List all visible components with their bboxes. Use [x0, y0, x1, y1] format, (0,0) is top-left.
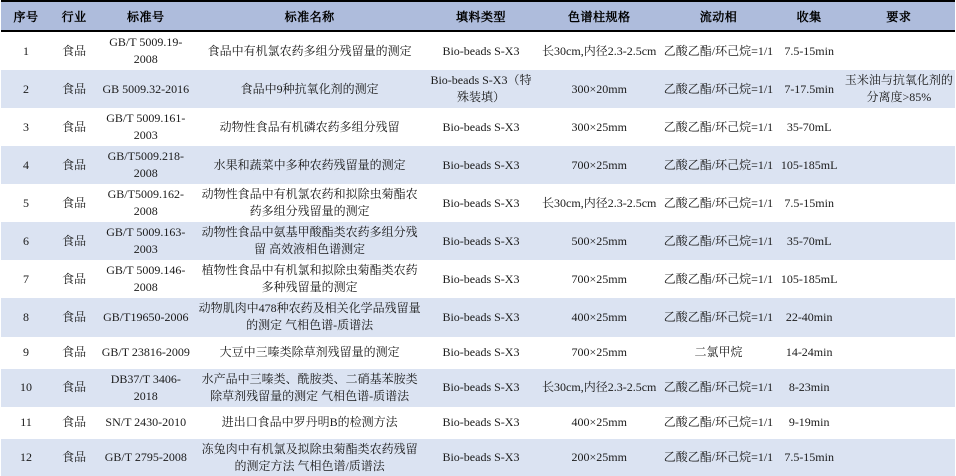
- cell-collection: 7.5-15min: [784, 43, 834, 58]
- cell-packing-type: Bio-beads S-X3: [442, 233, 520, 248]
- cell-packing-type: Bio-beads S-X3: [442, 271, 520, 286]
- cell-column-spec: 400×25mm: [571, 415, 627, 430]
- cell-standard-name: 冻兔肉中有机氯及拟除虫菊酯类农药残留的测定方法 气相色谱/质谱法: [201, 441, 418, 473]
- cell-collection: 35-70mL: [786, 119, 832, 134]
- cell-standard-name: 动物性食品有机磷农药多组分残留: [219, 119, 400, 134]
- cell-index: 7: [23, 271, 30, 286]
- cell-industry: 食品: [62, 450, 87, 465]
- cell-mobile-phase: 乙酸乙酯/环己烷=1/1: [663, 119, 774, 134]
- cell-industry: 食品: [62, 344, 87, 359]
- table-header: [1, 1, 955, 31]
- cell-packing-type: Bio-beads S-X3: [442, 380, 520, 395]
- cell-industry: 食品: [62, 415, 87, 430]
- cell-requirement: [843, 222, 955, 260]
- cell-mobile-phase: 二氯甲烷: [694, 344, 743, 359]
- cell-standard-name: 进出口食品中罗丹明B的检测方法: [221, 415, 398, 430]
- cell-packing-type: Bio-beads S-X3: [442, 415, 520, 430]
- table-row: [1, 369, 955, 407]
- cell-requirement: [843, 31, 955, 70]
- cell-standard-no: DB37/T 3406-2018: [110, 371, 181, 403]
- cell-industry: 食品: [62, 43, 87, 58]
- cell-collection: 22-40min: [785, 309, 833, 324]
- header-row: [1, 1, 955, 31]
- cell-index: 2: [23, 81, 30, 96]
- cell-column-spec: 300×20mm: [571, 81, 627, 96]
- cell-requirement: 玉米油与抗氧化剂的分离度>85%: [844, 73, 953, 105]
- cell-index: 12: [20, 450, 33, 465]
- column-header-requirement: 要求: [886, 9, 912, 24]
- cell-packing-type: Bio-beads S-X3: [442, 344, 520, 359]
- cell-requirement: [843, 369, 955, 407]
- cell-column-spec: 长30cm,内径2.3-2.5cm: [542, 380, 657, 395]
- table-row: [1, 439, 955, 476]
- cell-standard-no: GB/T 5009.161-2003: [106, 111, 186, 143]
- cell-packing-type: Bio-beads S-X3: [442, 157, 520, 172]
- column-header-collection: 收集: [796, 9, 822, 24]
- cell-mobile-phase: 乙酸乙酯/环己烷=1/1: [663, 415, 774, 430]
- cell-standard-no: GB/T 5009.19-2008: [109, 35, 183, 67]
- cell-column-spec: 200×25mm: [571, 450, 627, 465]
- cell-requirement: [843, 439, 955, 476]
- table-row: [1, 108, 955, 146]
- cell-collection: 35-70mL: [786, 233, 832, 248]
- column-header-standard-name: 标准名称: [284, 9, 335, 24]
- column-header-index: 序号: [13, 9, 39, 24]
- cell-standard-no: GB 5009.32-2016: [102, 81, 190, 96]
- table-row: [1, 298, 955, 336]
- table-row: [1, 337, 955, 369]
- cell-requirement: [843, 108, 955, 146]
- cell-column-spec: 700×25mm: [571, 157, 627, 172]
- cell-standard-name: 动物性食品中氨基甲酸酯类农药多组分残留 高效液相色谱测定: [201, 225, 418, 257]
- cell-column-spec: 400×25mm: [571, 309, 627, 324]
- cell-mobile-phase: 乙酸乙酯/环己烷=1/1: [663, 157, 774, 172]
- cell-requirement: [843, 407, 955, 439]
- cell-mobile-phase: 乙酸乙酯/环己烷=1/1: [663, 43, 774, 58]
- cell-index: 4: [23, 157, 30, 172]
- cell-mobile-phase: 乙酸乙酯/环己烷=1/1: [663, 195, 774, 210]
- cell-industry: 食品: [62, 271, 87, 286]
- cell-index: 3: [23, 119, 30, 134]
- cell-mobile-phase: 乙酸乙酯/环己烷=1/1: [663, 309, 774, 324]
- cell-standard-name: 食品中9种抗氧化剂的测定: [240, 81, 379, 96]
- cell-column-spec: 长30cm,内径2.3-2.5cm: [542, 43, 657, 58]
- cell-column-spec: 700×25mm: [571, 344, 627, 359]
- cell-standard-name: 水产品中三嗪类、酰胺类、二硝基苯胺类除草剂残留量的测定 气相色谱-质谱法: [201, 371, 418, 403]
- cell-standard-name: 水果和蔬菜中多种农药残留量的测定: [213, 157, 406, 172]
- cell-column-spec: 500×25mm: [571, 233, 627, 248]
- cell-standard-no: GB/T 5009.163-2003: [106, 225, 186, 257]
- cell-standard-no: GB/T 5009.146-2008: [106, 263, 186, 295]
- cell-mobile-phase: 乙酸乙酯/环己烷=1/1: [663, 233, 774, 248]
- cell-packing-type: Bio-beads S-X3: [442, 195, 520, 210]
- column-header-column-spec: 色谱柱规格: [567, 9, 631, 24]
- cell-index: 6: [23, 233, 30, 248]
- cell-packing-type: Bio-beads S-X3: [442, 43, 520, 58]
- cell-standard-name: 动物肌肉中478种农药及相关化学品残留量的测定 气相色谱-质谱法: [198, 301, 421, 333]
- table-row: [1, 222, 955, 260]
- cell-industry: 食品: [62, 233, 87, 248]
- column-header-packing-type: 填料类型: [455, 9, 506, 24]
- cell-industry: 食品: [62, 380, 87, 395]
- table-row: [1, 407, 955, 439]
- gpc-standards-table: [1, 0, 955, 476]
- cell-packing-type: Bio-beads S-X3: [442, 119, 520, 134]
- cell-mobile-phase: 乙酸乙酯/环己烷=1/1: [663, 380, 774, 395]
- cell-index: 1: [23, 43, 30, 58]
- cell-packing-type: Bio-beads S-X3（特殊装填）: [430, 73, 532, 105]
- cell-collection: 7.5-15min: [784, 195, 834, 210]
- cell-packing-type: Bio-beads S-X3: [442, 309, 520, 324]
- cell-standard-name: 动物性食品中有机氯农药和拟除虫菊酯农药多组分残留量的测定: [201, 187, 418, 219]
- cell-industry: 食品: [62, 309, 87, 324]
- cell-standard-name: 大豆中三嗪类除草剂残留量的测定: [219, 344, 400, 359]
- cell-index: 10: [20, 380, 33, 395]
- table-row: [1, 31, 955, 70]
- cell-standard-no: SN/T 2430-2010: [105, 415, 187, 430]
- table-row: [1, 260, 955, 298]
- cell-collection: 8-23min: [788, 380, 830, 395]
- cell-mobile-phase: 乙酸乙酯/环己烷=1/1: [663, 271, 774, 286]
- cell-collection: 7.5-15min: [784, 450, 834, 465]
- cell-collection: 9-19min: [788, 415, 830, 430]
- cell-standard-no: GB/T5009.218-2008: [107, 149, 184, 181]
- cell-index: 8: [23, 309, 30, 324]
- cell-mobile-phase: 乙酸乙酯/环己烷=1/1: [663, 81, 774, 96]
- cell-column-spec: 300×25mm: [571, 119, 627, 134]
- cell-standard-no: GB/T 23816-2009: [101, 344, 190, 359]
- cell-standard-name: 植物性食品中有机氯和拟除虫菊酯类农药多种残留量的测定: [201, 263, 418, 295]
- cell-column-spec: 长30cm,内径2.3-2.5cm: [542, 195, 657, 210]
- table-row: [1, 184, 955, 222]
- table-row: [1, 70, 955, 108]
- column-header-mobile-phase: 流动相: [699, 9, 738, 24]
- cell-index: 5: [23, 195, 30, 210]
- table-body: [1, 31, 955, 476]
- cell-requirement: [843, 298, 955, 336]
- cell-column-spec: 700×25mm: [571, 271, 627, 286]
- cell-mobile-phase: 乙酸乙酯/环己烷=1/1: [663, 450, 774, 465]
- cell-index: 9: [23, 344, 30, 359]
- cell-industry: 食品: [62, 119, 87, 134]
- cell-standard-no: GB/T5009.162-2008: [107, 187, 184, 219]
- cell-requirement: [843, 337, 955, 369]
- table-row: [1, 146, 955, 184]
- cell-collection: 105-185mL: [780, 157, 838, 172]
- column-header-industry: 行业: [61, 9, 87, 24]
- cell-standard-no: GB/T 2795-2008: [104, 450, 187, 465]
- cell-index: 11: [20, 415, 32, 430]
- cell-industry: 食品: [62, 157, 87, 172]
- cell-collection: 7-17.5min: [784, 81, 834, 96]
- column-header-standard-no: 标准号: [127, 9, 165, 24]
- cell-requirement: [843, 184, 955, 222]
- cell-industry: 食品: [62, 81, 87, 96]
- cell-collection: 14-24min: [785, 344, 833, 359]
- cell-collection: 105-185mL: [780, 271, 838, 286]
- cell-industry: 食品: [62, 195, 87, 210]
- cell-standard-no: GB/T19650-2006: [103, 309, 189, 324]
- cell-packing-type: Bio-beads S-X3: [442, 450, 520, 465]
- cell-requirement: [843, 260, 955, 298]
- cell-standard-name: 食品中有机氯农药多组分残留量的测定: [207, 43, 412, 58]
- cell-requirement: [843, 146, 955, 184]
